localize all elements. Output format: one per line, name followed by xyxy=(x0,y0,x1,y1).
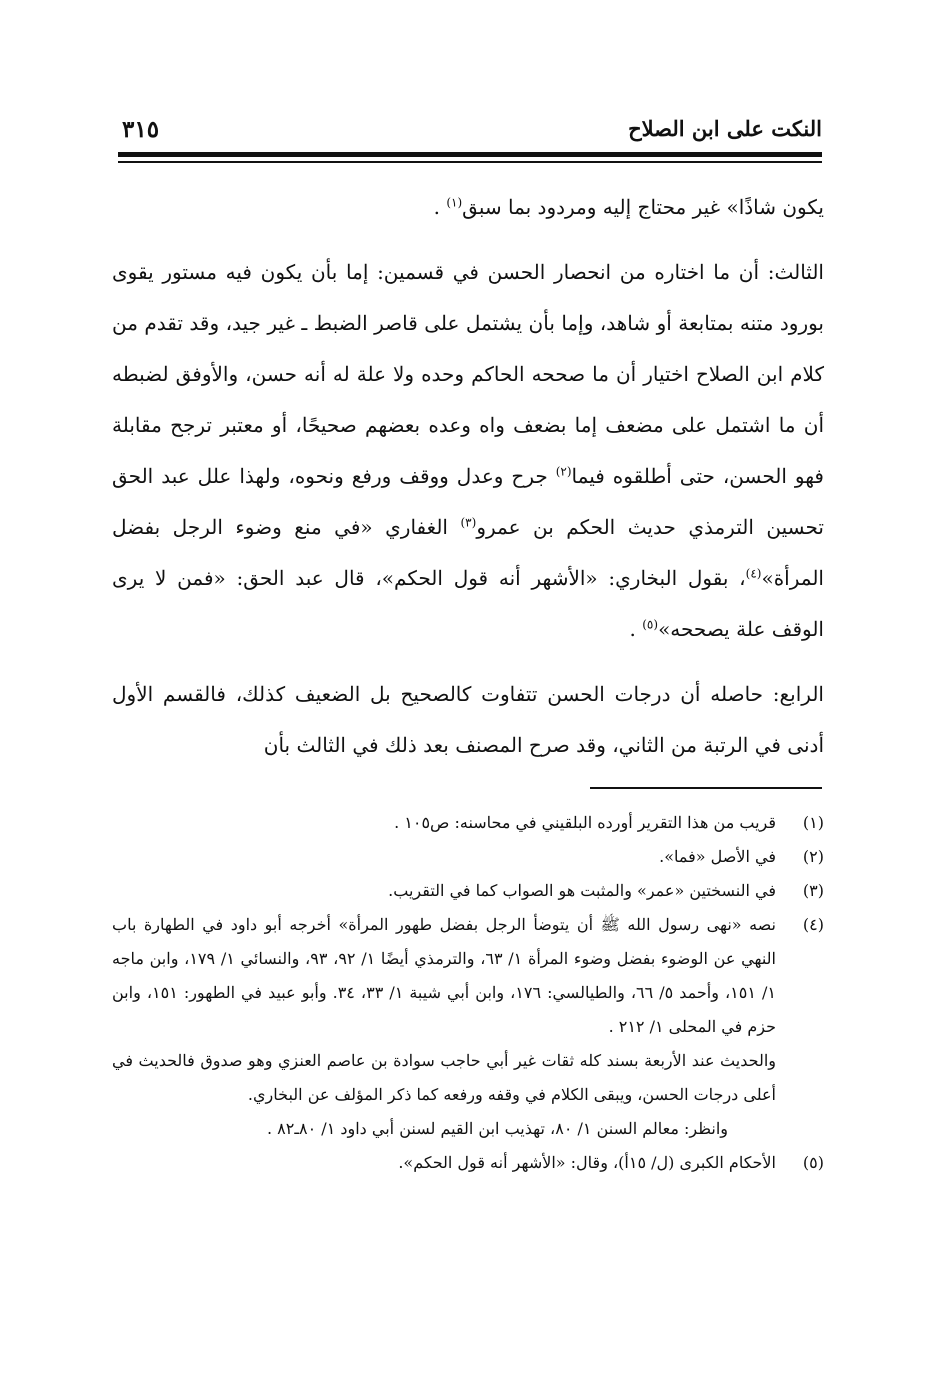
paragraph-2 xyxy=(112,247,824,655)
header-rule-thick xyxy=(118,152,822,157)
footnote-5 xyxy=(112,1146,824,1180)
main-text xyxy=(112,182,824,771)
footnote-ref-3: (٣) xyxy=(460,515,477,530)
running-title: النكت على ابن الصلاح xyxy=(628,116,822,141)
paragraph-1-end: . xyxy=(433,195,447,219)
footnote-ref-1: (١) xyxy=(446,195,463,210)
footnote-4-see-also: وانظر: معالم السنن ١/ ٨٠، تهذيب ابن القيم لسنن أبي داود ١/ ٨٠ـ٨٢ . xyxy=(266,1119,728,1138)
paragraph-2-text-b: جرح وعدل ووقف ورفع ونحوه، ولهذا علل عبد الحق تحسين الترمذي حديث الحكم بن عمرو xyxy=(112,464,824,539)
paragraph-1-text: يكون شاذًا» غير محتاج إليه ومردود بما سبق xyxy=(462,195,824,219)
footnote-number: (٣) xyxy=(802,881,824,900)
paragraph-1 xyxy=(112,182,824,233)
paragraph-2-text-d: ، بقول البخاري: «الأشهر أنه قول الحكم»، قال عبد الحق: «فمن لا يرى الوقف علة يصححه» xyxy=(112,566,824,641)
footnote-number: (٢) xyxy=(802,847,824,866)
footnote-text: في النسختين «عمر» والمثبت هو الصواب كما في التقريب. xyxy=(388,881,776,900)
footnote-number: (٤) xyxy=(802,915,824,934)
footnote-text: قريب من هذا التقرير أورده البلقيني في محاسنه: ص١٠٥ . xyxy=(394,813,776,832)
paragraph-3: الرابع: حاصله أن درجات الحسن تتفاوت كالصحيح بل الضعيف كذلك، فالقسم الأول أدنى في الرتبة من الثاني، وقد صرح المصنف بعد ذلك في الثالث بأن xyxy=(112,682,824,757)
footnote-number: (١) xyxy=(802,813,824,832)
footnote-text: في الأصل «فما». xyxy=(659,847,776,866)
paragraph-2-end: . xyxy=(629,617,643,641)
header-rule-thin xyxy=(118,161,822,163)
footnote-ref-2: (٢) xyxy=(555,464,572,479)
footnote-number: (٥) xyxy=(802,1153,824,1172)
paragraph-2-text-c: الغفاري «في منع وضوء الرجل بفضل المرأة» xyxy=(112,515,824,590)
footnotes xyxy=(112,806,824,1180)
footnote-4-continuation: والحديث عند الأربعة بسند كله ثقات غير أبي حاجب سوادة بن عاصم العنزي وهو صدوق فالحديث في أعلى درجات الحسن، ويبقى الكلام في وقفه ورفعه كما ذكر المؤلف عن البخاري. xyxy=(112,1051,776,1104)
footnote-text: نصه «نهى رسول الله ﷺ أن يتوضأ الرجل بفضل طهور المرأة» أخرجه أبو داود في الطهارة باب النهي عن الوضوء بفضل وضوء المرأة ١/ ٦٣، والترمذي أيضًا ١/ ٩٢، ٩٣، والنسائي ١/ ١٧٩، وابن ماجه ١/ ١٥١، وأحمد ٥/ ٦٦، والطيالسي: ١٧٦، وابن أبي شيبة ١/ ٣٣، ٣٤. وأبو عبيد في الطهور: ١٥١، وابن حزم في المحلى ١/ ٢١٢ . xyxy=(112,915,776,1036)
footnote-3 xyxy=(112,874,824,908)
footnote-4 xyxy=(112,908,824,1044)
footnote-1 xyxy=(112,806,824,840)
footnote-separator xyxy=(590,787,822,789)
paragraph-2-text-a: الثالث: أن ما اختاره من انحصار الحسن في قسمين: إما بأن يكون فيه مستور يقوى بورود متنه بمتابعة أو شاهد، وإما بأن يشتمل على قاصر الضبط ـ غير جيد، وقد تقدم من كلام ابن الصلاح اختيار أن ما صححه الحاكم وحده ولا علة له أنه حسن، والأوفق لضبطه أن ما اشتمل على مضعف إما بضعف واه وعده بعضهم صحيحًا، أو معتبر ترجح مقابلة فهو الحسن، حتى أطلقوه فيما xyxy=(112,260,824,488)
footnote-text: الأحكام الكبرى (ل/ ١٥أ)، وقال: «الأشهر أنه قول الحكم». xyxy=(398,1153,776,1172)
page-header xyxy=(118,112,822,152)
footnote-ref-4: (٤) xyxy=(745,566,762,581)
footnote-2 xyxy=(112,840,824,874)
footnote-ref-5: (٥) xyxy=(642,617,659,632)
page-number: ٣١٥ xyxy=(122,116,160,143)
